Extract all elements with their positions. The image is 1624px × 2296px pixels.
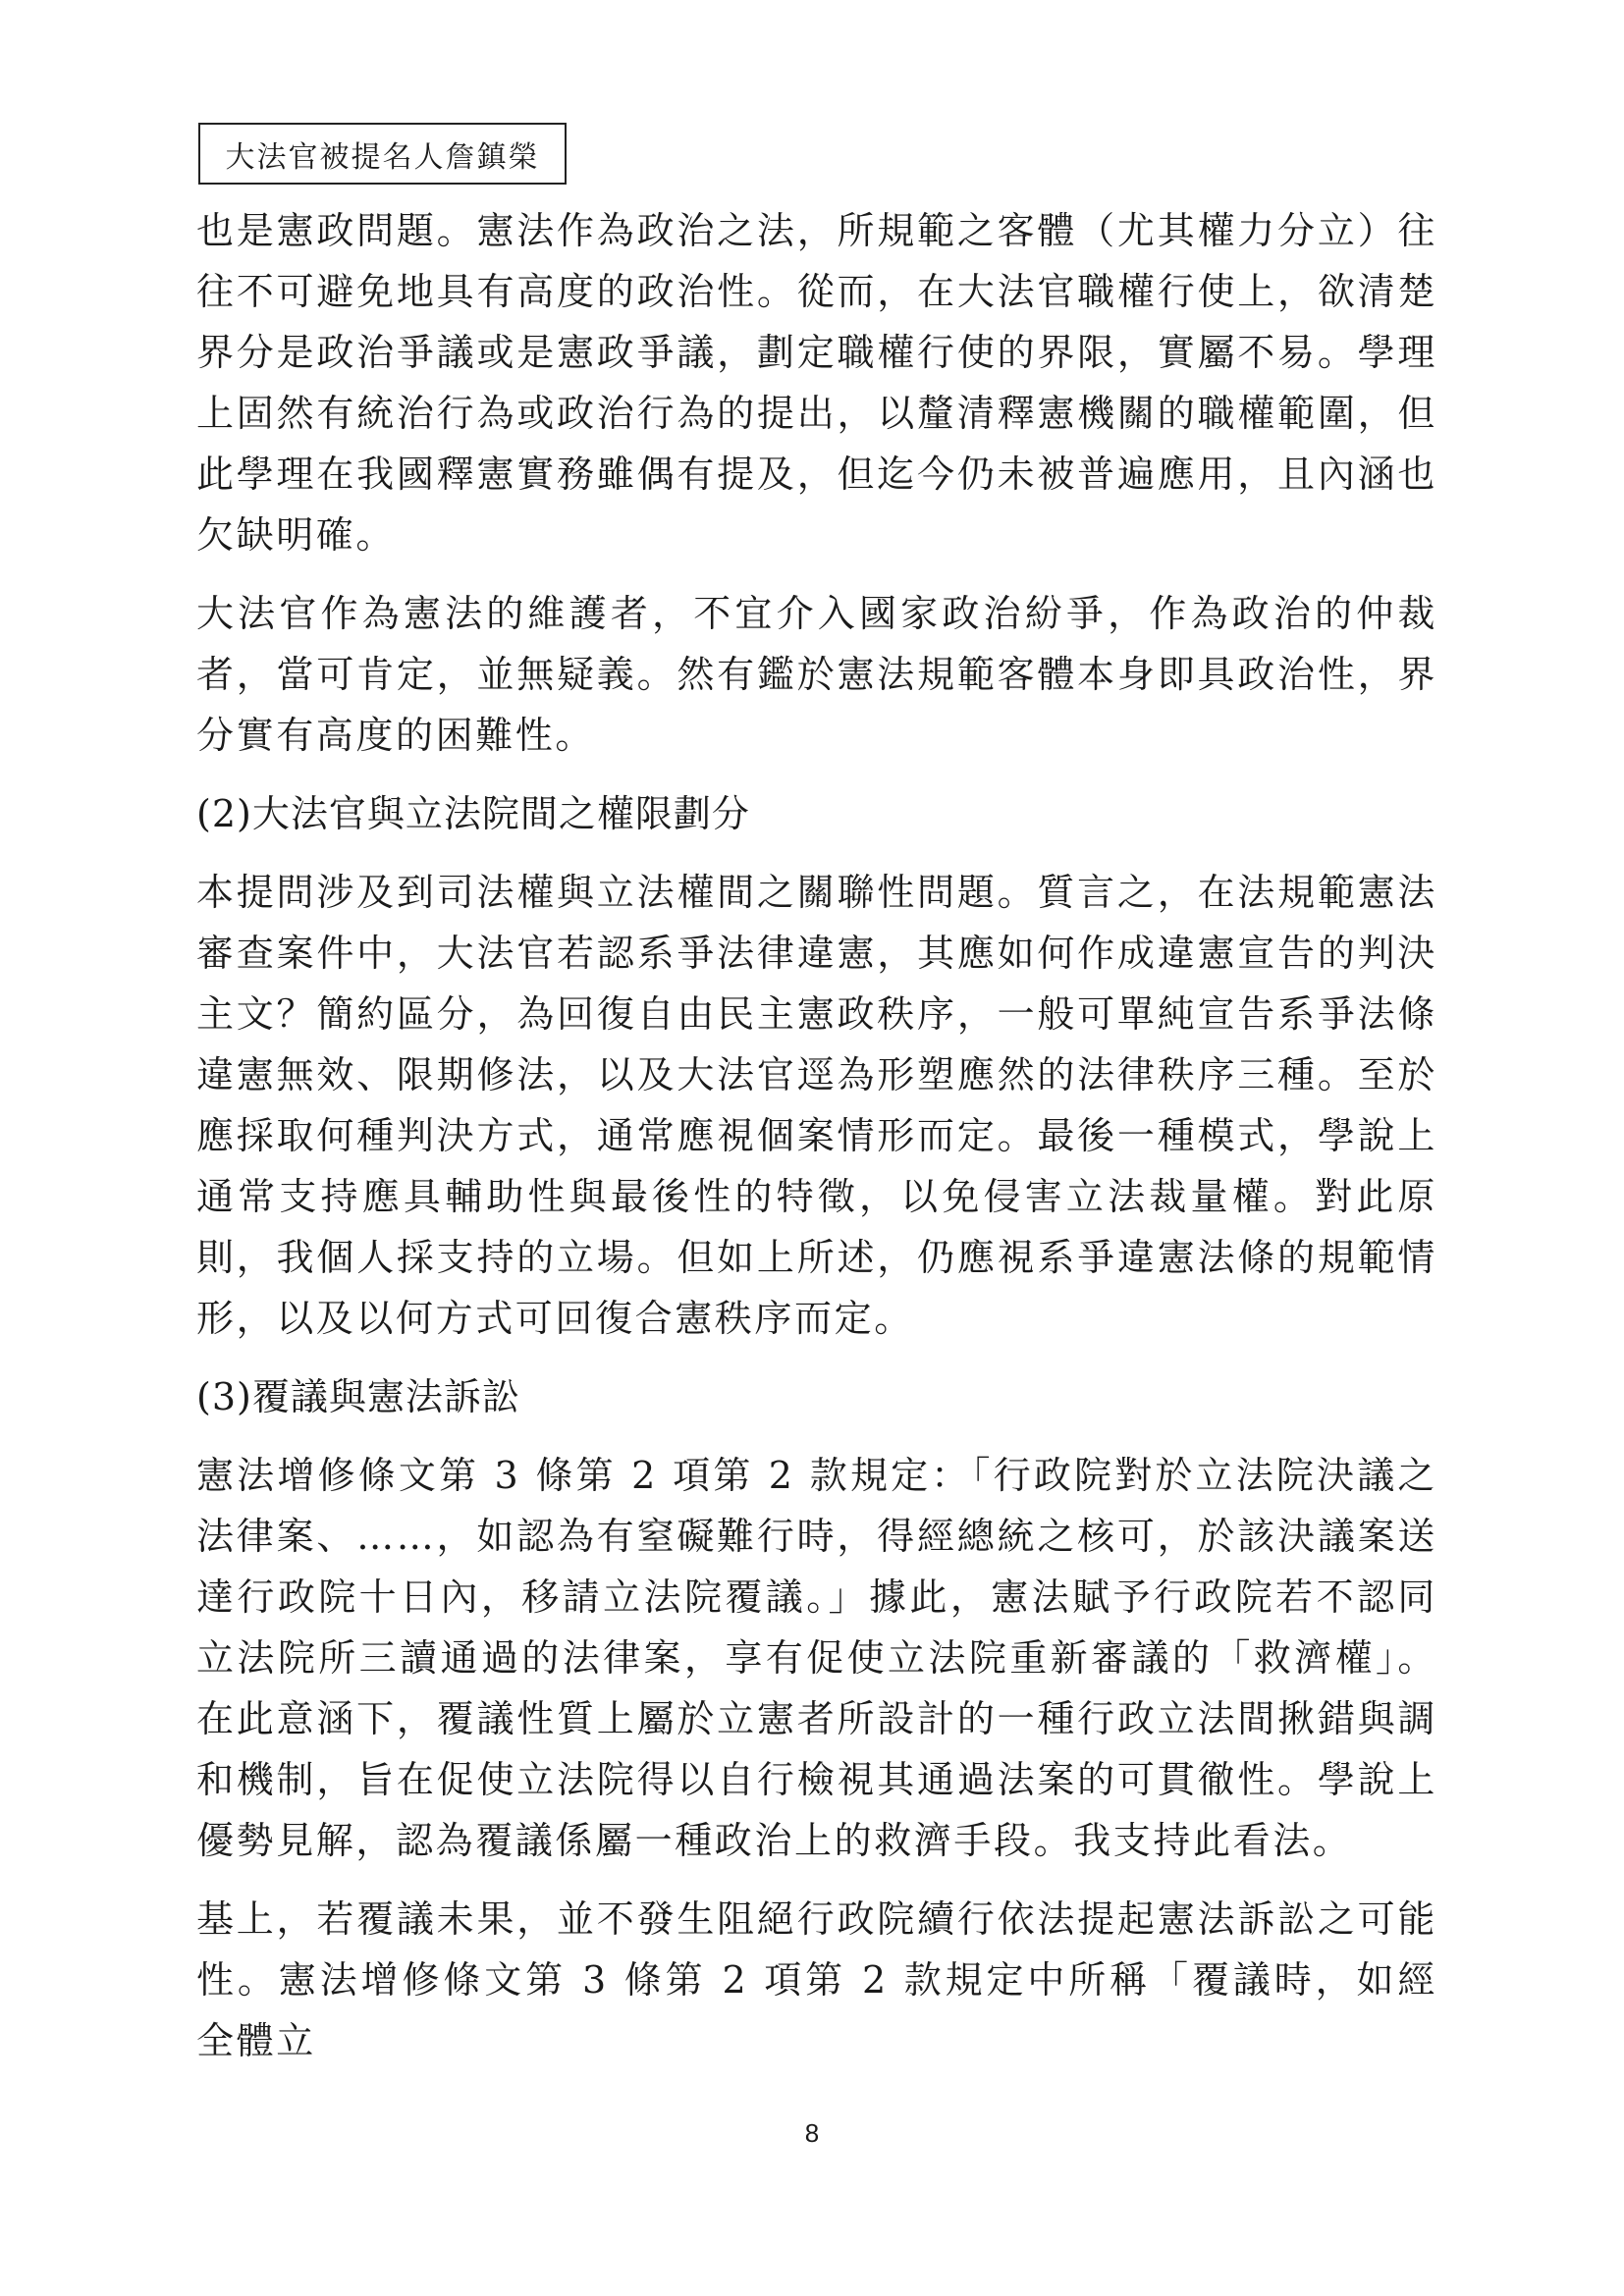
section-heading-2: (2)大法官與立法院間之權限劃分 xyxy=(196,792,750,835)
paragraph-reconsideration-rule: 憲法增修條文第 3 條第 2 項第 2 款規定：「行政院對於立法院決議之法律案、……，如認為有窒礙難行時，得經總統之核可，於該決議案送達行政院十日內，移請立法院覆議。」據此，憲法賦予行政院若不認同立法院所三讀通過的法律案，享有促使立法院重新審議的「救濟權」。在此意涵下，覆議性質上屬於立憲者所設計的一種行政立法間揪錯與調和機制，旨在促使立法院得以自行檢視其通過法案的可貫徹性。學說上優勢見解，認為覆議係屬一種政治上的救濟手段。我支持此看法。 xyxy=(196,1454,1437,1862)
paragraph-constitution-guardian: 大法官作為憲法的維護者，不宜介入國家政治紛爭，作為政治的仲裁者，當可肯定，並無疑義。然有鑑於憲法規範客體本身即具政治性，界分實有高度的困難性。 xyxy=(196,592,1437,757)
section-heading-3: (3)覆議與憲法訴訟 xyxy=(196,1375,520,1418)
document-body xyxy=(196,200,1437,2071)
paragraph-judicial-legislative: 本提問涉及到司法權與立法權間之關聯性問題。質言之，在法規範憲法審查案件中，大法官若認系爭法律違憲，其應如何作成違憲宣告的判決主文？簡約區分，為回復自由民主憲政秩序，一般可單純宣告系爭法條違憲無效、限期修法，以及大法官逕為形塑應然的法律秩序三種。至於應採取何種判決方式，通常應視個案情形而定。最後一種模式，學說上通常支持應具輔助性與最後性的特徵，以免侵害立法裁量權。對此原則，我個人採支持的立場。但如上所述，仍應視系爭違憲法條的規範情形，以及以何方式可回復合憲秩序而定。 xyxy=(196,871,1437,1340)
paragraph-political-question: 也是憲政問題。憲法作為政治之法，所規範之客體（尤其權力分立）往往不可避免地具有高度的政治性。從而，在大法官職權行使上，欲清楚界分是政治爭議或是憲政爭議，劃定職權行使的界限，實屬不易。學理上固然有統治行為或政治行為的提出，以釐清釋憲機關的職權範圍，但此學理在我國釋憲實務雖偶有提及，但迄今仍未被普遍應用，且內涵也欠缺明確。 xyxy=(196,209,1437,557)
nominee-header-label: 大法官被提名人詹鎮榮 xyxy=(198,123,567,185)
paragraph-reconsideration-outcome: 基上，若覆議未果，並不發生阻絕行政院續行依法提起憲法訴訟之可能性。憲法增修條文第 3 條第 2 項第 2 款規定中所稱「覆議時，如經全體立 xyxy=(196,1897,1437,2062)
page-number: 8 xyxy=(804,2118,820,2148)
